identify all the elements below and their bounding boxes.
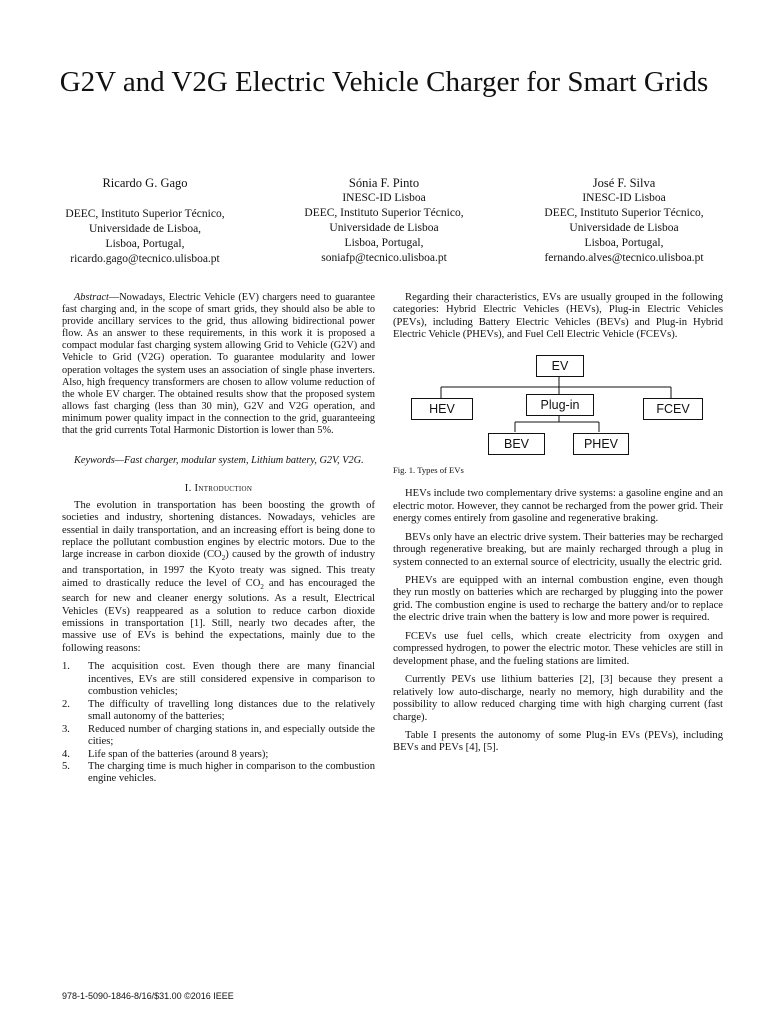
list-item: 1. The acquisition cost. Even though there are many financial incentives, EVs are still considered expensive in comparison to combustion vehicles; bbox=[62, 661, 375, 698]
author-affiliation-line: Lisboa, Portugal, bbox=[105, 238, 185, 250]
section-title: Introduction bbox=[194, 483, 253, 495]
author-affiliation-line: DEEC, Instituto Superior Técnico, bbox=[65, 208, 225, 220]
author-block-2 bbox=[274, 176, 494, 266]
keywords: Keywords—Fast charger, modular system, Lithium battery, G2V, V2G. bbox=[74, 455, 364, 467]
author-affiliation-line: INESC-ID Lisboa bbox=[582, 192, 666, 204]
diagram-node-bev: BEV bbox=[488, 433, 545, 455]
ev-types-diagram bbox=[393, 350, 723, 460]
paragraph-phev: PHEVs are equipped with an internal combustion engine, even though they run mostly on batteries which are recharged by plugging into the power grid. The combustion engine is used to recharge the battery and/or to replace the electric drive train when the battery is low and more power is required. bbox=[393, 574, 723, 624]
author-name: Ricardo G. Gago bbox=[102, 176, 188, 190]
author-email: fernando.alves@tecnico.ulisboa.pt bbox=[544, 252, 704, 264]
right-column bbox=[393, 292, 723, 761]
paragraph-fcev: FCEVs use fuel cells, which create electricity from oxygen and compressed hydrogen, to power the electric motor. These vehicles are still in development phase, and the fueling stations are limited. bbox=[393, 630, 723, 667]
author-affiliation-line: Lisboa, Portugal, bbox=[344, 237, 424, 249]
abstract bbox=[62, 292, 375, 437]
section-heading bbox=[62, 483, 375, 495]
author-affiliation-line: Universidade de Lisboa, bbox=[88, 223, 202, 235]
copyright-footer: 978-1-5090-1846-8/16/$31.00 ©2016 IEEE bbox=[62, 991, 234, 1001]
paragraph-table-ref: Table I presents the autonomy of some Plug-in EVs (PEVs), including BEVs and PEVs [4], [5]. bbox=[393, 729, 723, 754]
author-name: José F. Silva bbox=[592, 176, 656, 190]
author-affiliation-line: DEEC, Instituto Superior Técnico, bbox=[544, 207, 704, 219]
author-affiliation-line: DEEC, Instituto Superior Técnico, bbox=[304, 207, 464, 219]
figure-caption: Fig. 1. Types of EVs bbox=[393, 464, 464, 475]
author-affiliation-line: INESC-ID Lisboa bbox=[342, 192, 426, 204]
author-email: soniafp@tecnico.ulisboa.pt bbox=[321, 252, 447, 264]
author-block-1 bbox=[35, 176, 255, 267]
list-item: 5. The charging time is much higher in comparison to the combustion engine vehicles. bbox=[62, 760, 375, 785]
author-block-3 bbox=[514, 176, 734, 266]
list-item: 4. Life span of the batteries (around 8 years); bbox=[62, 748, 269, 760]
author-affiliation-line: Lisboa, Portugal, bbox=[584, 237, 664, 249]
abstract-text: —Nowadays, Electric Vehicle (EV) chargers need to guarantee fast charging and, in the scope of smart grids, they should also be able to provide ancillary services to the grid, thus allowing bidirectional power flow. As an answer to these requirements, in this work it is proposed a compact modular fast charging system allowing Grid to Vehicle (G2V) and Vehicle to Grid (V2G) operation. To guarantee modularity and lower operation voltages the system uses an association of single phase inverters. Also, high frequency transformers are chosen to allow volume reduction of the whole EV charger. The obtained results show that the proposed system allows fast charging (less than 30 min), G2V and V2G operation, and minimum power quality impact in the connection to the grid, guaranteeing that the grid currents Total Harmonic Distortion is lower than 5%. bbox=[62, 292, 375, 437]
section-numeral: I. bbox=[184, 483, 192, 495]
author-name: Sónia F. Pinto bbox=[348, 176, 420, 190]
categories-paragraph: Regarding their characteristics, EVs are usually grouped in the following categories: Hybrid Electric Vehicles (HEVs), Plug-in Electric Vehicles (PEVs), including Battery Electric Vehicles (BEVs) and Plug-in Hybrid Electric Vehicle (PHEVs), and Fuel Cell Electric Vehicle (FCEVs). bbox=[393, 292, 723, 341]
intro-paragraph: The evolution in transportation has been boosting the growth of societies and industry, shortening distances. Nowadays, vehicles are essential in daily transportation, and an increasing effort is being done to replace the pollutant combustion engines by electric motors. Due to the large increase in carbon dioxide $(CO_2)$ caused by the growth of industry and transportation, in 1997 the Kyoto treaty was signed. This treaty aimed to drastically reduce the level of $CO_2$ and has encouraged the search for new and cleaner energy solutions. As a result, Electrical Vehicles (EVs) reappeared as a solution to reduce carbon dioxide emissions in transportation [1]. Still, nearly two decades after, the massive use of EVs is behind the expectations, mainly due to the following reasons: bbox=[62, 499, 375, 654]
diagram-node-hev: HEV bbox=[411, 398, 473, 420]
diagram-node-plugin: Plug-in bbox=[526, 394, 594, 416]
list-item: 3. Reduced number of charging stations in, and especially outside the cities; bbox=[62, 723, 375, 748]
author-affiliation-line: Universidade de Lisboa bbox=[569, 222, 679, 234]
author-email: ricardo.gago@tecnico.ulisboa.pt bbox=[70, 253, 220, 265]
co2-subscript: 2 bbox=[221, 554, 226, 563]
list-item: 2. The difficulty of travelling long distances due to the relatively small autonomy of the batteries; bbox=[62, 698, 375, 723]
co2-subscript: 2 bbox=[260, 582, 264, 591]
paragraph-pev-batteries: Currently PEVs use lithium batteries [2], [3] because they present a relatively low auto-discharge, nearly no memory, high durability and the possibility to allow reduced charging time with high charging current (fast charge). bbox=[393, 674, 723, 723]
diagram-node-fcev: FCEV bbox=[643, 398, 703, 420]
paper-title: G2V and V2G Electric Vehicle Charger for Smart Grids bbox=[59, 66, 709, 98]
diagram-node-ev: EV bbox=[536, 355, 584, 377]
abstract-label: Abstract bbox=[74, 292, 109, 303]
left-column bbox=[62, 292, 375, 786]
paragraph-bev: BEVs only have an electric drive system. Their batteries may be recharged through regenerative breaking, but are mainly recharged through a plug in system connected to an external source of electricity, usually the electric grid. bbox=[393, 531, 723, 568]
diagram-node-phev: PHEV bbox=[573, 433, 629, 455]
paragraph-hev: HEVs include two complementary drive systems: a gasoline engine and an electric motor. However, they cannot be recharged from the power grid. Their energy comes entirely from gasoline and regenerative braking. bbox=[393, 488, 723, 525]
author-affiliation-line: Universidade de Lisboa bbox=[329, 222, 439, 234]
reasons-list bbox=[62, 661, 375, 786]
